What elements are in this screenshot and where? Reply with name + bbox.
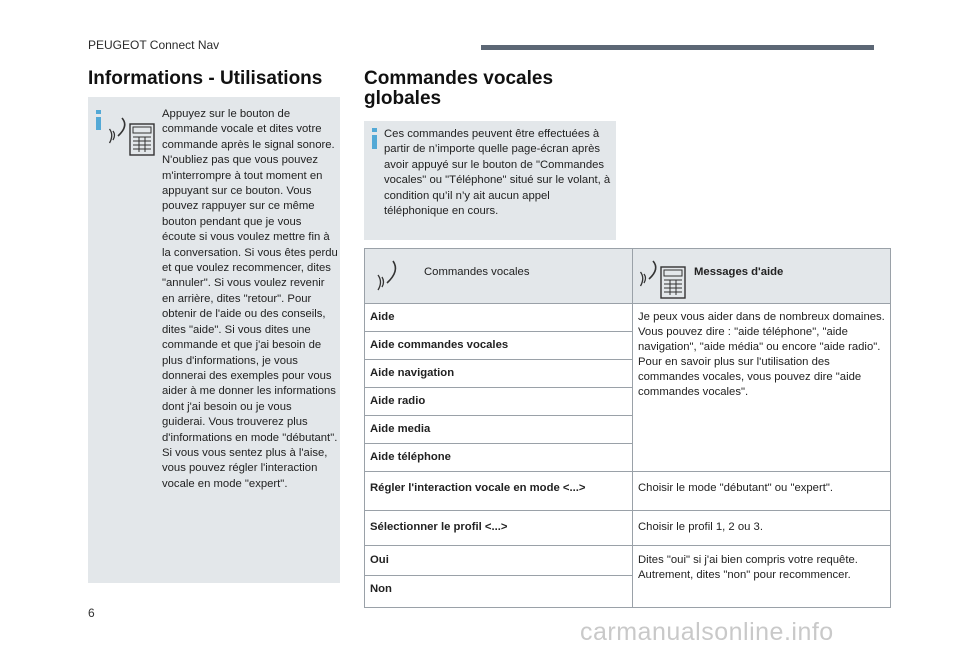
- table-header-commands: [365, 249, 633, 304]
- section-heading-informations: Informations - Utilisations: [88, 68, 323, 89]
- table-row: [365, 511, 891, 546]
- command-cell: Aide radio: [365, 388, 633, 416]
- help-message-cell: Choisir le profil 1, 2 ou 3.: [633, 511, 891, 546]
- voice-command-keypad-icon: [108, 114, 156, 158]
- table-header-commands-label: Commandes vocales: [424, 266, 530, 278]
- info-note-text: Ces commandes peuvent être effectuées à partir de n’importe quelle page-écran après avoir appuyé sur le bouton de "Commandes vocales" ou "Téléphone" situé sur le volant, à condition qu’il n’y ait aucun appel téléphonique en cours.: [384, 128, 611, 218]
- voice-icon: [373, 257, 405, 293]
- table-row: [365, 472, 891, 511]
- info-icon: [372, 135, 377, 149]
- command-cell: Aide media: [365, 416, 633, 444]
- command-cell: Oui: [365, 546, 633, 576]
- table-header-messages-label: Messages d'aide: [694, 266, 784, 278]
- voice-commands-table: [364, 248, 891, 608]
- command-cell: Aide téléphone: [365, 444, 633, 472]
- info-note-text: Appuyez sur le bouton de commande vocale et dites votre commande après le signal sonore. N'oubliez pas que vous pouvez m'interrompre à tout moment en appuyant sur ce bouton. Vous pouvez rappuyer sur ce même bouton pendant que je vous écoute si vous voulez mettre fin à la conversation. Si vous êtes perdu et que voulez recommencer, dites "annuler". Si vous voulez revenir en arrière, dites "retour". Pour obtenir de l'aide ou des conseils, dites "aide". Si vous dites une commande et que j'ai besoin de plus d'informations, je vous donnerai des exemples pour vous aider à me donner les informations dont j'ai besoin ou je vous guiderai. Vous trouverez plus d'informations en mode "débutant". Si vous vous sentez plus à l'aise, vous pouvez régler l'interaction vocale en mode "expert".: [162, 108, 338, 490]
- command-cell: Aide: [365, 304, 633, 332]
- command-cell: Aide navigation: [365, 360, 633, 388]
- help-message-cell: Choisir le mode "débutant" ou "expert".: [633, 472, 891, 511]
- command-cell: Régler l'interaction vocale en mode <...>: [365, 472, 633, 511]
- page-number: 6: [88, 606, 95, 620]
- watermark: carmanualsonline.info: [580, 618, 834, 646]
- voice-command-keypad-icon: [639, 257, 687, 301]
- header-title: PEUGEOT Connect Nav: [88, 38, 220, 52]
- table-header-messages: [633, 249, 891, 304]
- info-note-global-commands: [364, 121, 616, 240]
- help-message-cell: Dites "oui" si j'ai bien compris votre requête. Autrement, dites "non" pour recommencer.: [633, 546, 891, 608]
- header-bar: [481, 45, 874, 50]
- command-cell: Sélectionner le profil <...>: [365, 511, 633, 546]
- info-icon-dot: [372, 128, 377, 132]
- table-header-row: [365, 249, 891, 304]
- info-icon: [96, 117, 101, 130]
- command-cell: Non: [365, 576, 633, 608]
- command-cell: Aide commandes vocales: [365, 332, 633, 360]
- table-row: [365, 546, 891, 576]
- table-row: [365, 304, 891, 332]
- section-heading-commandes: Commandes vocales globales: [364, 68, 554, 109]
- help-message-cell: Je peux vous aider dans de nombreux domaines. Vous pouvez dire : "aide téléphone", "aide navigation", "aide média" ou encore "aide radio". Pour en savoir plus sur l'utilisation des commandes vocales, vous pouvez dire "aide commandes vocales".: [633, 304, 891, 472]
- info-note-usage: [88, 97, 340, 583]
- info-icon-dot: [96, 110, 101, 114]
